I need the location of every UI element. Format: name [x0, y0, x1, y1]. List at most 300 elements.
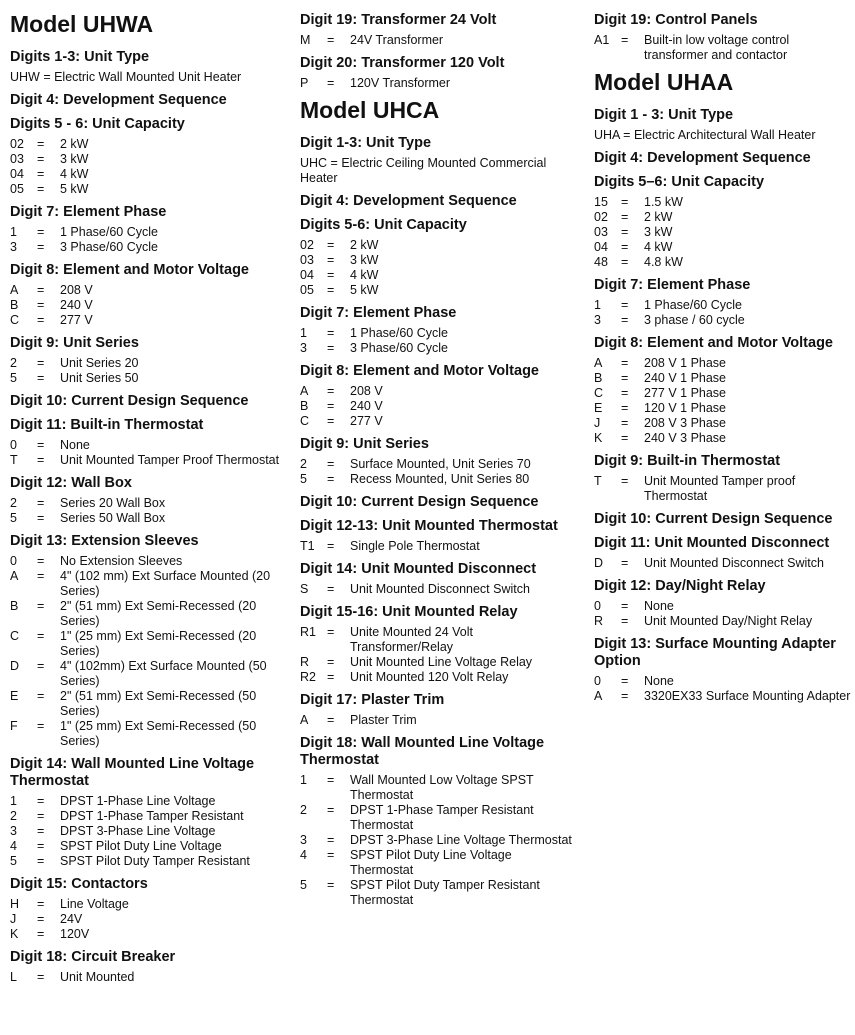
section-heading: Digit 9: Unit Series [300, 435, 429, 452]
entry-code: L [10, 969, 17, 984]
entry-code: B [300, 398, 309, 413]
digit-section [594, 578, 852, 629]
section-heading: Digit 20: Transformer 120 Volt [300, 54, 505, 71]
entry-code: R [594, 613, 604, 628]
equals-sign: = [327, 471, 335, 486]
digit-section [594, 277, 852, 328]
section-heading: Digit 18: Wall Mounted Line Voltage Thermostat [300, 734, 545, 768]
entry-code: J [594, 416, 601, 431]
code-entry-row [10, 554, 282, 569]
entry-description: Single Pole Thermostat [350, 538, 480, 553]
equals-sign: = [37, 495, 45, 510]
columns-container [10, 12, 849, 992]
equals-sign: = [37, 553, 45, 568]
section-heading: Digit 10: Current Design Sequence [594, 510, 833, 527]
digit-section [594, 150, 852, 167]
equals-sign: = [621, 195, 629, 210]
section-heading: Digits 5-6: Unit Capacity [300, 217, 467, 234]
code-entry-row [10, 689, 282, 719]
section-heading: Digit 13: Surface Mounting Adapter Option [594, 635, 836, 669]
entry-code: E [594, 401, 603, 416]
entry-description: DPST 3-Phase Line Voltage Thermostat [350, 832, 572, 847]
entry-code: 0 [594, 598, 601, 613]
section-heading: Digit 19: Transformer 24 Volt [300, 12, 497, 28]
digit-section [10, 335, 282, 386]
equals-sign: = [327, 283, 335, 298]
unit-type-text: UHW = Electric Wall Mounted Unit Heater [10, 70, 242, 85]
entry-description: Built-in low voltage control transformer and contactor [644, 32, 790, 62]
entry-code: 03 [300, 253, 314, 268]
section-heading: Digit 14: Unit Mounted Disconnect [300, 560, 537, 577]
section-heading: Digit 15: Contactors [10, 875, 148, 892]
code-entry-row [300, 283, 572, 298]
entry-code: H [10, 896, 20, 911]
equals-sign: = [327, 413, 335, 428]
code-entry-row [594, 599, 852, 614]
column-2 [300, 12, 572, 915]
code-entry-row [300, 384, 572, 399]
entry-code: 2 [10, 356, 17, 371]
entry-code: D [594, 555, 604, 570]
equals-sign: = [327, 802, 335, 817]
equals-sign: = [37, 911, 45, 926]
model-title: Model UHAA [594, 68, 734, 95]
entry-description: SPST Pilot Duty Line Voltage [60, 838, 222, 853]
digit-section [300, 494, 572, 511]
equals-sign: = [621, 473, 629, 488]
entry-description: Unit Mounted Day/Night Relay [644, 613, 813, 628]
section-heading: Digit 7: Element Phase [10, 204, 167, 221]
section-heading: Digit 14: Wall Mounted Line Voltage Thermostat [10, 755, 255, 789]
section-heading: Digit 8: Element and Motor Voltage [594, 335, 833, 352]
code-entry-row [10, 824, 282, 839]
equals-sign: = [37, 167, 45, 182]
entry-description: 4 kW [60, 167, 89, 182]
entry-description: 3 kW [350, 253, 379, 268]
equals-sign: = [621, 356, 629, 371]
code-entry-row [10, 371, 282, 386]
entry-code: 0 [10, 437, 17, 452]
model-title: Model UHWA [10, 11, 154, 37]
entry-description: Unit Series 20 [60, 356, 139, 371]
digit-section [594, 636, 852, 704]
entry-code: R1 [300, 624, 316, 639]
equals-sign: = [621, 386, 629, 401]
entry-description: 1.5 kW [644, 195, 683, 210]
code-entry-row [10, 659, 282, 689]
entry-description: None [644, 673, 674, 688]
digit-section [300, 692, 572, 728]
entry-code: 3 [300, 341, 307, 356]
equals-sign: = [327, 772, 335, 787]
entry-description: 2" (51 mm) Ext Semi-Recessed (50 Series) [60, 688, 257, 718]
code-entry-row [10, 794, 282, 809]
code-entry-row [10, 599, 282, 629]
code-entry-row [300, 76, 572, 91]
entry-code: C [594, 386, 604, 401]
entry-code: B [10, 598, 19, 613]
digit-section [10, 92, 282, 109]
model-title: Model UHCA [300, 96, 440, 123]
entry-code: 1 [10, 225, 17, 240]
equals-sign: = [327, 238, 335, 253]
entry-code: B [10, 298, 19, 313]
entry-code: A [594, 356, 603, 371]
section-heading: Digit 12-13: Unit Mounted Thermostat [300, 517, 558, 534]
equals-sign: = [37, 658, 45, 673]
digit-section [594, 12, 852, 63]
code-entry-row [10, 356, 282, 371]
entry-description: 240 V 3 Phase [644, 431, 727, 446]
entry-code: 05 [300, 283, 314, 298]
entry-description: Unit Mounted Line Voltage Relay [350, 654, 533, 669]
section-heading: Digit 12: Wall Box [10, 474, 132, 491]
section-heading: Digit 1-3: Unit Type [300, 135, 432, 152]
digit-section [300, 363, 572, 429]
entry-description: 3 kW [644, 225, 673, 240]
equals-sign: = [621, 371, 629, 386]
equals-sign: = [37, 437, 45, 452]
entry-code: 05 [10, 182, 24, 197]
equals-sign: = [37, 510, 45, 525]
entry-description: 2 kW [60, 137, 89, 152]
digit-section [10, 475, 282, 526]
entry-description: DPST 1-Phase Line Voltage [60, 793, 216, 808]
section-heading: Digit 10: Current Design Sequence [10, 393, 249, 410]
digit-section [10, 393, 282, 410]
equals-sign: = [37, 628, 45, 643]
entry-description: SPST Pilot Duty Tamper Resistant [60, 853, 250, 868]
code-entry-row [594, 371, 852, 386]
section-heading: Digit 7: Element Phase [594, 277, 751, 294]
section-heading: Digit 9: Built-in Thermostat [594, 453, 781, 470]
entry-code: T [594, 473, 602, 488]
section-heading: Digit 9: Unit Series [10, 335, 139, 352]
code-entry-row [594, 225, 852, 240]
equals-sign: = [37, 838, 45, 853]
code-entry-row [300, 773, 572, 803]
entry-description: 1 Phase/60 Cycle [60, 225, 158, 240]
digit-section [300, 518, 572, 554]
entry-description: 240 V 1 Phase [644, 371, 727, 386]
entry-description: Unit Mounted Disconnect Switch [644, 555, 824, 570]
entry-description: 1 Phase/60 Cycle [644, 298, 742, 313]
entry-description: Surface Mounted, Unit Series 70 [350, 456, 531, 471]
entry-code: 48 [594, 255, 608, 270]
entry-description: Line Voltage [60, 896, 129, 911]
equals-sign: = [37, 283, 45, 298]
entry-description: 4" (102mm) Ext Surface Mounted (50 Series) [60, 658, 267, 688]
entry-description: 4.8 kW [644, 255, 683, 270]
entry-code: A [594, 688, 603, 703]
code-entry-row [300, 803, 572, 833]
digit-section [594, 453, 852, 504]
entry-description: Series 50 Wall Box [60, 510, 166, 525]
entry-description: 208 V 3 Phase [644, 416, 727, 431]
entry-description: 24V Transformer [350, 32, 444, 47]
equals-sign: = [327, 383, 335, 398]
equals-sign: = [327, 253, 335, 268]
code-entry-row [10, 970, 282, 985]
entry-code: 3 [10, 240, 17, 255]
entry-code: 04 [10, 167, 24, 182]
section-heading: Digit 11: Unit Mounted Disconnect [594, 534, 830, 551]
entry-description: 208 V [350, 383, 383, 398]
digit-section [10, 756, 282, 869]
entry-code: 1 [10, 793, 17, 808]
equals-sign: = [37, 926, 45, 941]
entry-code: A [10, 568, 19, 583]
digit-section [300, 55, 572, 91]
entry-code: 2 [300, 456, 307, 471]
section-heading: Digit 4: Development Sequence [300, 193, 517, 210]
entry-code: 2 [300, 802, 307, 817]
code-entry-row [10, 719, 282, 749]
code-entry-row [594, 386, 852, 401]
section-heading: Digit 8: Element and Motor Voltage [10, 262, 249, 279]
entry-description: SPST Pilot Duty Tamper Resistant Thermostat [350, 877, 540, 907]
equals-sign: = [327, 712, 335, 727]
code-entry-row [10, 453, 282, 468]
entry-code: A [10, 283, 19, 298]
entry-description: 1 Phase/60 Cycle [350, 326, 448, 341]
section-heading: Digit 4: Development Sequence [10, 92, 227, 109]
equals-sign: = [621, 32, 629, 47]
digit-section [300, 436, 572, 487]
code-entry-row [10, 927, 282, 942]
equals-sign: = [621, 613, 629, 628]
section-heading: Digit 13: Extension Sleeves [10, 532, 199, 549]
section-heading: Digit 4: Development Sequence [594, 150, 811, 167]
entry-description: DPST 1-Phase Tamper Resistant Thermostat [350, 802, 534, 832]
equals-sign: = [327, 32, 335, 47]
entry-description: 2 kW [644, 210, 673, 225]
entry-code: 15 [594, 195, 608, 210]
code-entry-row [10, 137, 282, 152]
entry-code: 3 [300, 832, 307, 847]
entry-description: None [644, 598, 674, 613]
equals-sign: = [37, 240, 45, 255]
entry-description: 3 Phase/60 Cycle [350, 341, 448, 356]
equals-sign: = [327, 669, 335, 684]
entry-code: E [10, 688, 19, 703]
entry-code: 04 [300, 268, 314, 283]
entry-description: 4 kW [644, 240, 673, 255]
code-entry-row [594, 401, 852, 416]
entry-description: Plaster Trim [350, 712, 417, 727]
code-entry-row [300, 472, 572, 487]
digit-section [594, 535, 852, 571]
code-entry-row [300, 268, 572, 283]
equals-sign: = [37, 313, 45, 328]
equals-sign: = [37, 371, 45, 386]
equals-sign: = [37, 969, 45, 984]
entry-code: T [10, 452, 18, 467]
section-heading: Digit 12: Day/Night Relay [594, 577, 766, 594]
entry-code: 03 [594, 225, 608, 240]
equals-sign: = [621, 225, 629, 240]
equals-sign: = [327, 654, 335, 669]
code-entry-row [594, 33, 852, 63]
code-entry-row [594, 416, 852, 431]
entry-code: A [300, 712, 309, 727]
equals-sign: = [621, 598, 629, 613]
code-entry-row [10, 629, 282, 659]
entry-description: 240 V [350, 398, 383, 413]
entry-code: R2 [300, 669, 316, 684]
equals-sign: = [327, 581, 335, 596]
column-3 [594, 12, 852, 711]
section-heading: Digit 15-16: Unit Mounted Relay [300, 603, 518, 620]
entry-description: 120V Transformer [350, 75, 451, 90]
equals-sign: = [37, 688, 45, 703]
entry-code: 4 [10, 838, 17, 853]
entry-code: 02 [10, 137, 24, 152]
code-entry-row [10, 438, 282, 453]
code-entry-row [300, 253, 572, 268]
code-entry-row [10, 496, 282, 511]
entry-code: 0 [10, 553, 17, 568]
equals-sign: = [37, 182, 45, 197]
equals-sign: = [621, 240, 629, 255]
digit-section [300, 604, 572, 685]
code-entry-row [10, 152, 282, 167]
entry-description: 4" (102 mm) Ext Surface Mounted (20 Series) [60, 568, 271, 598]
equals-sign: = [621, 210, 629, 225]
entry-code: 5 [10, 371, 17, 386]
equals-sign: = [37, 808, 45, 823]
entry-description: 5 kW [350, 283, 379, 298]
entry-description: 208 V 1 Phase [644, 356, 727, 371]
entry-code: 1 [300, 326, 307, 341]
entry-code: M [300, 32, 311, 47]
entry-description: 240 V [60, 298, 93, 313]
code-entry-row [10, 511, 282, 526]
code-entry-row [300, 326, 572, 341]
entry-code: K [594, 431, 603, 446]
equals-sign: = [37, 452, 45, 467]
entry-description: None [60, 437, 90, 452]
equals-sign: = [621, 431, 629, 446]
entry-description: DPST 3-Phase Line Voltage [60, 823, 216, 838]
equals-sign: = [37, 793, 45, 808]
entry-code: 1 [594, 298, 601, 313]
entry-description: Unit Mounted 120 Volt Relay [350, 669, 509, 684]
code-entry-row [300, 399, 572, 414]
entry-description: 3 Phase/60 Cycle [60, 240, 158, 255]
entry-code: F [10, 718, 18, 733]
equals-sign: = [327, 456, 335, 471]
code-entry-row [594, 431, 852, 446]
code-entry-row [594, 210, 852, 225]
entry-code: A [300, 383, 309, 398]
equals-sign: = [37, 823, 45, 838]
entry-code: 5 [10, 510, 17, 525]
entry-description: 3 kW [60, 152, 89, 167]
digit-section [300, 193, 572, 210]
entry-description: 120V [60, 926, 90, 941]
code-entry-row [300, 582, 572, 597]
code-entry-row [594, 474, 852, 504]
entry-description: 24V [60, 911, 83, 926]
section-heading: Digit 7: Element Phase [300, 305, 457, 322]
entry-description: 5 kW [60, 182, 89, 197]
entry-code: 5 [300, 877, 307, 892]
code-entry-row [300, 670, 572, 685]
code-entry-row [10, 809, 282, 824]
section-heading: Digits 1-3: Unit Type [10, 49, 150, 66]
code-entry-row [300, 414, 572, 429]
code-entry-row [10, 897, 282, 912]
code-entry-row [10, 912, 282, 927]
entry-description: Unite Mounted 24 Volt Transformer/Relay [350, 624, 473, 654]
code-entry-row [594, 556, 852, 571]
entry-code: B [594, 371, 603, 386]
digit-section [10, 533, 282, 749]
equals-sign: = [621, 555, 629, 570]
entry-description: 2 kW [350, 238, 379, 253]
entry-code: 1 [300, 772, 307, 787]
equals-sign: = [621, 298, 629, 313]
digit-section [594, 335, 852, 446]
code-entry-row [594, 356, 852, 371]
section-heading: Digit 1 - 3: Unit Type [594, 107, 734, 124]
code-entry-row [594, 240, 852, 255]
equals-sign: = [37, 152, 45, 167]
entry-description: Unit Series 50 [60, 371, 139, 386]
code-entry-row [300, 655, 572, 670]
equals-sign: = [37, 896, 45, 911]
equals-sign: = [37, 225, 45, 240]
unit-type-text: UHC = Electric Ceiling Mounted Commercial Heater [300, 156, 547, 186]
entry-description: 1" (25 mm) Ext Semi-Recessed (20 Series) [60, 628, 257, 658]
section-heading: Digits 5–6: Unit Capacity [594, 174, 765, 191]
code-entry-row [10, 283, 282, 298]
entry-code: C [300, 413, 310, 428]
entry-code: R [300, 654, 310, 669]
code-entry-row [10, 298, 282, 313]
digit-section [300, 12, 572, 48]
code-entry-row [594, 313, 852, 328]
entry-code: 3 [10, 823, 17, 838]
digit-section [10, 262, 282, 328]
code-entry-row [10, 182, 282, 197]
equals-sign: = [621, 688, 629, 703]
section-heading: Digit 17: Plaster Trim [300, 691, 445, 708]
code-entry-row [10, 854, 282, 869]
code-entry-row [594, 255, 852, 270]
code-entry-row [300, 848, 572, 878]
entry-code: K [10, 926, 19, 941]
entry-code: 04 [594, 240, 608, 255]
section-heading: Digit 8: Element and Motor Voltage [300, 363, 539, 380]
section-heading: Digit 11: Built-in Thermostat [10, 416, 204, 433]
entry-code: A1 [594, 32, 610, 47]
equals-sign: = [621, 313, 629, 328]
entry-description: No Extension Sleeves [60, 553, 183, 568]
entry-code: C [10, 628, 20, 643]
digit-section [10, 417, 282, 468]
code-entry-row [300, 341, 572, 356]
equals-sign: = [621, 401, 629, 416]
equals-sign: = [327, 268, 335, 283]
code-entry-row [594, 689, 852, 704]
code-entry-row [300, 238, 572, 253]
entry-code: J [10, 911, 17, 926]
equals-sign: = [327, 398, 335, 413]
equals-sign: = [37, 853, 45, 868]
entry-code: 02 [594, 210, 608, 225]
